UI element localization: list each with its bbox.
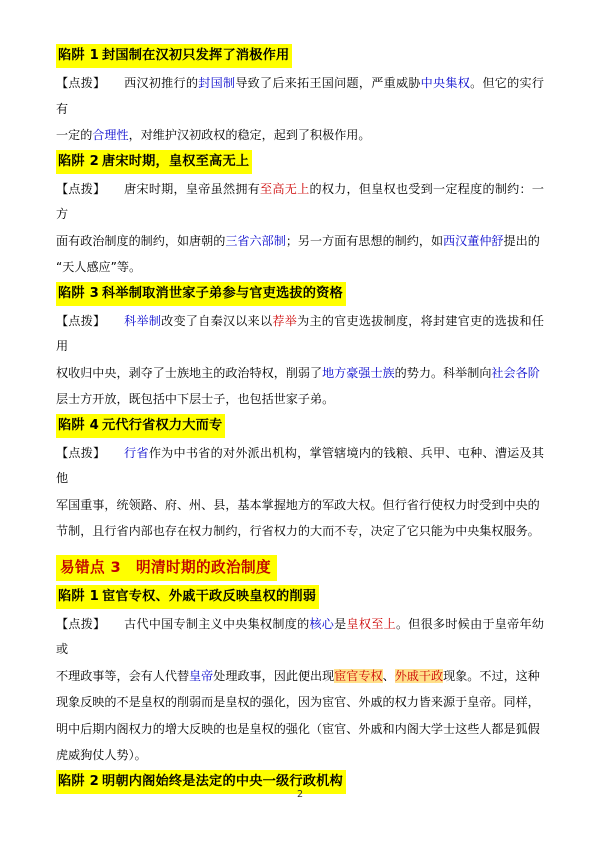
emphasis-blue: 科举制 [124,313,162,328]
body-line [56,664,544,690]
emphasis-blue: 地方豪强士族 [322,365,395,380]
trap-block [56,44,544,149]
text-run: 、 [382,668,395,683]
trap-number: 陷阱 1 [58,48,99,63]
body-line [56,361,544,387]
section-block [56,546,544,585]
trap-block [56,282,544,413]
trap-heading [56,150,252,174]
text-run: ，对维护汉初政权的稳定，起到了积极作用。 [128,128,371,142]
body-line [56,255,544,281]
trap-number: 陷阱 1 [58,588,99,604]
trap-title: 明朝内阁始终是法定的中央一级行政机构 [101,773,343,789]
text-run: 明中后期内阁权力的增大反映的也是皇权的强化（宦官、外戚和内阁大学士这些人都是狐假 [56,721,540,736]
content-blocks [56,44,544,797]
text-run: 唐宋时期，皇帝虽然拥有 [99,181,261,196]
emphasis-blue: 核心 [309,616,335,631]
text-run: 权收归中央，剥夺了士族地主的政治特权，削弱了 [56,365,323,380]
text-run: 是 [334,616,347,631]
text-run: 节制，且行省内部也存在权力制约，行省权力的大而不专，决定了它只能为中央集权服务。 [56,524,540,538]
body-line [56,519,544,545]
trap-heading [56,585,319,609]
text-run: 。但它的实行有 [56,76,544,116]
text-run [99,314,124,328]
emphasis-highlight: 宦官专权 [334,668,383,683]
body-line [56,123,544,149]
section-heading: 易错点 3 明清时期的政治制度 [56,555,277,581]
trap-title: 元代行省权力大而专 [101,417,223,433]
emphasis-red: 荐举 [272,313,298,328]
text-run: 现象。不过，这种 [443,668,540,683]
emphasis-blue: 西汉董仲舒 [443,233,504,248]
trap-title: 科举制取消世家子弟参与官吏选拔的资格 [101,285,343,301]
body-line [56,690,544,716]
body-line [56,743,544,769]
trap-heading [56,44,292,68]
text-run: 军国重事，统领路、府、州、县，基本掌握地方的军政大权。但行省行使权力时受到中央的 [56,497,540,512]
text-run: 处理政事，因此便出现 [213,668,335,683]
text-run: 西汉初推行的 [99,76,199,90]
emphasis-blue: 行省 [124,445,149,460]
text-run: 层士方开放，既包括中下层士子，也包括世家子弟。 [56,392,335,406]
text-run: 提出的 [503,233,540,248]
trap-heading [56,414,225,438]
trap-number: 陷阱 2 [58,773,99,789]
trap-heading [56,282,346,306]
trap-block [56,150,544,281]
text-run: 的势力。科举制向 [394,365,492,380]
text-run: 现象反映的不是皇权的削弱而是皇权的强化，因为宦官、外戚的权力皆来源于皇帝。同样， [56,695,540,709]
body-line [56,229,544,255]
trap-number: 陷阱 2 [58,153,99,169]
body-line [56,309,544,360]
body-line [56,71,544,122]
emphasis-blue: 三省六部制 [225,233,286,248]
text-run: 改变了自秦汉以来以 [161,313,273,328]
text-run: 【点拨】 [56,616,100,631]
text-run: 【点拨】 [56,313,100,328]
body-line [56,387,544,413]
text-run: ；另一方面有思想的制约，如 [285,233,444,248]
text-run: 导致了后来拓王国问题，严重威胁 [235,76,421,90]
text-run: 的权力，但皇权也受到一定程度的制约：一方 [56,181,544,221]
text-run: 面有政治制度的制约，如唐朝的 [56,233,226,248]
text-run: 【点拨】 [56,76,100,90]
text-run: 为主的官吏选拔制度，将封建官吏的选拔和任用 [56,313,544,353]
emphasis-blue: 中央集权 [420,76,471,90]
emphasis-blue: 皇帝 [189,668,214,683]
text-run [99,446,124,460]
body-line [56,441,544,492]
text-run: 【点拨】 [56,181,100,196]
text-run: 【点拨】 [56,445,100,460]
emphasis-blue: 社会各阶 [491,365,540,380]
trap-number: 陷阱 3 [58,285,99,301]
page-number: 2 [296,789,304,800]
trap-title: 宦官专权、外戚干政反映皇权的削弱 [101,588,317,604]
body-line [56,717,544,743]
trap-number: 陷阱 4 [58,417,99,433]
text-run: 不理政事等，会有人代替 [56,668,190,683]
emphasis-red: 皇权至上 [346,616,396,631]
emphasis-blue: 合理性 [92,128,129,142]
emphasis-red: 至高无上 [260,181,310,196]
emphasis-highlight: 外戚干政 [394,668,444,683]
text-run: 一定的 [56,128,93,142]
trap-block [56,414,544,545]
text-run: 古代中国专制主义中央集权制度的 [99,616,310,631]
text-run: 。但很多时候由于皇帝年幼或 [56,616,544,656]
body-line [56,612,544,663]
text-run: “天人感应”等。 [56,260,142,274]
trap-title: 封国制在汉初只发挥了消极作用 [101,48,290,63]
text-run: 作为中书省的对外派出机构，掌管辖境内的钱粮、兵甲、屯种、漕运及其他 [56,445,544,485]
body-line [56,177,544,228]
emphasis-blue: 封国制 [198,76,236,90]
trap-block [56,585,544,769]
text-run: 虎威狗仗人势）。 [56,748,147,762]
body-line [56,493,544,519]
trap-title: 唐宋时期，皇权至高无上 [101,153,250,169]
